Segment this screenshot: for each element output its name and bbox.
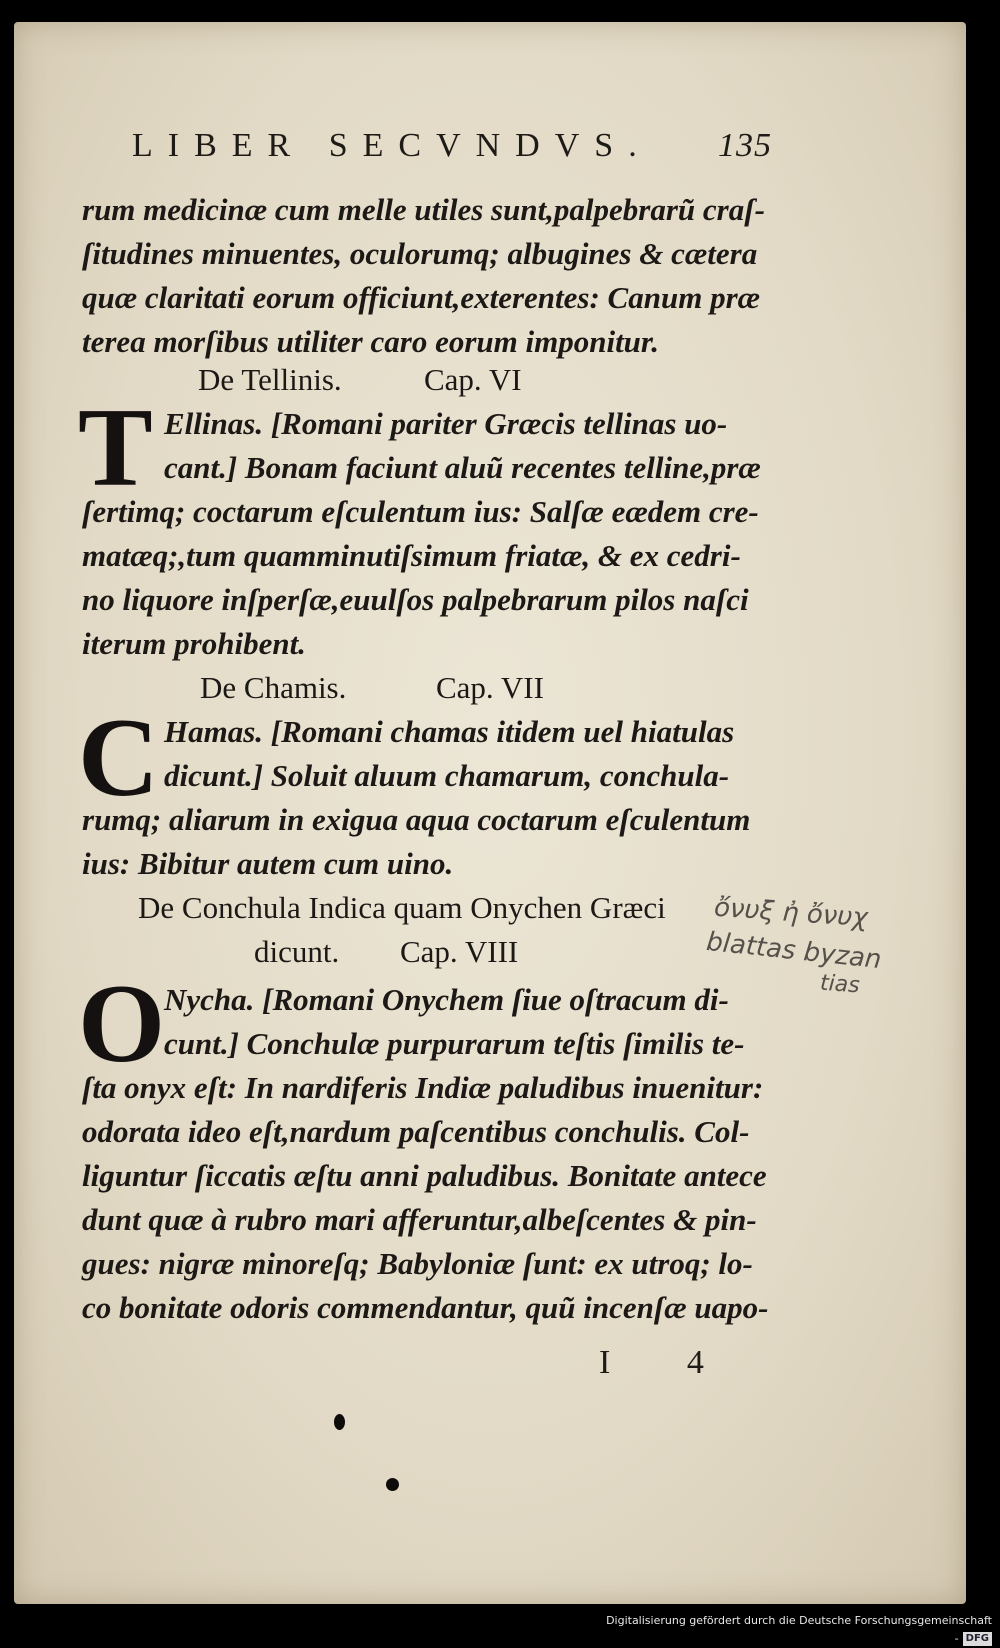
- text-line: ſta onyx eſt: In nardiferis Indiæ paludibus inuenitur:: [82, 1070, 764, 1105]
- handwritten-note-line: blattas byzan: [704, 926, 883, 976]
- heading-title: De Tellinis.: [198, 362, 342, 397]
- text-line: cant.] Bonam faciunt aluũ recentes telline,præ: [164, 450, 761, 485]
- text-line: dicunt.] Soluit aluum chamarum, conchula-: [164, 758, 730, 793]
- running-title: LIBER SECVNDVS.: [132, 127, 652, 164]
- text-line: no liquore inſperſæ,euulſos palpebrarum pilos naſci: [82, 582, 749, 617]
- drop-cap-initial: C: [78, 696, 159, 820]
- digitization-footer: [600, 1612, 992, 1645]
- text-line: ius: Bibitur autem cum uino.: [82, 846, 454, 881]
- section-heading: [198, 360, 618, 400]
- heading-cap: Cap. VIII: [400, 934, 519, 969]
- heading-cap: Cap. VI: [424, 362, 522, 397]
- page-header: [132, 127, 772, 177]
- text-line: liguntur ſiccatis æſtu anni paludibus. Bonitate antece: [82, 1158, 767, 1193]
- text-line: matæq;,tum quamminutiſsimum friatæ, & ex cedri-: [82, 538, 741, 573]
- text-line: quæ claritati eorum officiunt,exterentes: Canum præ: [82, 280, 761, 315]
- handwritten-note-line: ὄνυξ ἠ ὄνυχ: [713, 892, 869, 934]
- section-heading: De Conchula Indica quam Onychen Græci: [138, 890, 666, 925]
- text-line: gues: nigræ minoreſq; Babyloniæ ſunt: ex utroq; lo-: [82, 1246, 753, 1281]
- text-line: dunt quæ à rubro mari afferuntur,albeſcentes & pin-: [82, 1202, 757, 1237]
- text-line: co bonitate odoris commendantur, quũ incenſæ uapo-: [82, 1290, 769, 1325]
- text-line: Ellinas. [Romani pariter Græcis tellinas uo-: [164, 406, 728, 441]
- text-line: cunt.] Conchulæ purpurarum teſtis ſimilis te-: [164, 1026, 745, 1061]
- handwritten-note-line: tias: [819, 970, 861, 999]
- section-heading-continued: [254, 932, 674, 972]
- footer-text: Digitalisierung gefördert durch die Deutsche Forschungsgemeinschaft -: [606, 1614, 992, 1645]
- page-number: 135: [718, 127, 772, 164]
- ink-dot: [386, 1478, 399, 1491]
- ink-dot: [334, 1414, 345, 1430]
- text-line: ſitudines minuentes, oculorumq; albugines & cætera: [82, 236, 758, 271]
- text-line: Hamas. [Romani chamas itidem uel hiatulas: [164, 714, 735, 749]
- heading-title: De Chamis.: [200, 670, 347, 705]
- heading-cap: Cap. VII: [436, 670, 544, 705]
- text-line: Nycha. [Romani Onychem ſiue oſtracum di-: [164, 982, 729, 1017]
- text-line: odorata ideo eſt,nardum paſcentibus conchulis. Col-: [82, 1114, 750, 1149]
- text-line: rum medicinæ cum melle utiles sunt,palpebrarũ craſ-: [82, 192, 765, 227]
- text-line: terea morſibus utiliter caro eorum imponitur.: [82, 324, 660, 359]
- dfg-logo: DFG: [963, 1632, 992, 1646]
- text-line: iterum prohibent.: [82, 626, 306, 661]
- text-line: ſertimq; coctarum eſculentum ius: Salſæ eædem cre-: [82, 494, 759, 529]
- drop-cap-initial: T: [78, 386, 153, 510]
- signature-mark: I 4: [599, 1344, 738, 1381]
- book-page: [14, 22, 966, 1604]
- text-line: rumq; aliarum in exigua aqua coctarum eſculentum: [82, 802, 751, 837]
- heading-title: dicunt.: [254, 934, 340, 969]
- drop-cap-initial: O: [78, 962, 166, 1086]
- section-heading: [200, 668, 620, 708]
